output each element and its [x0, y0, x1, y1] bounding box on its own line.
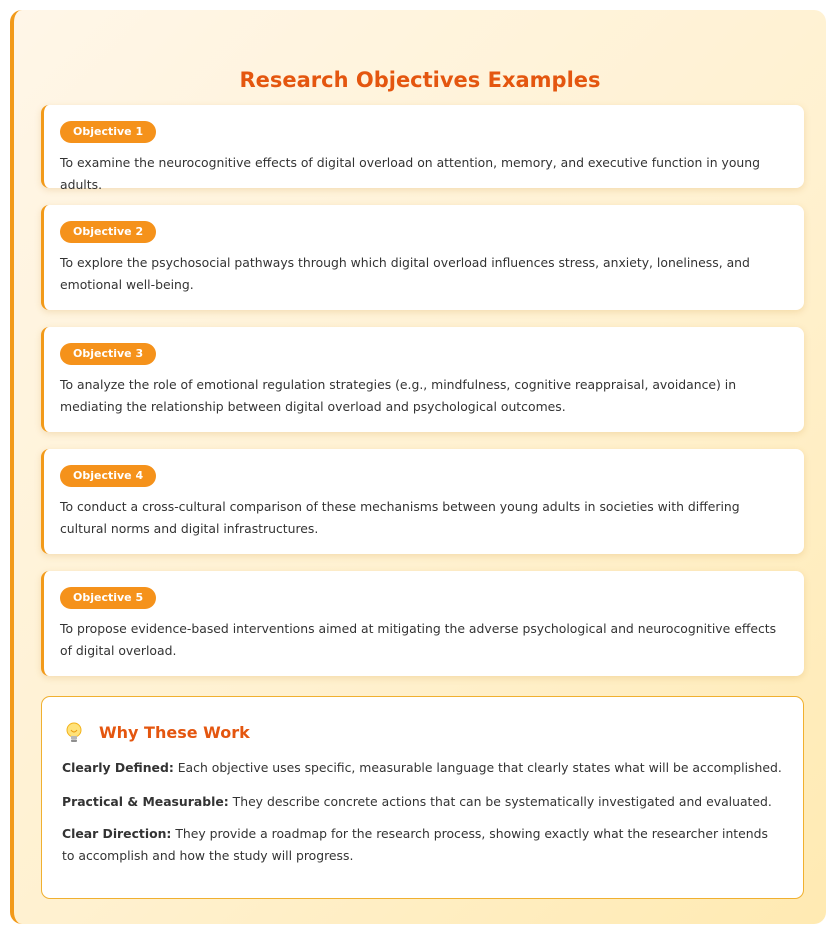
why-item-text: They provide a roadmap for the research process, showing exactly what the researcher intends to accomplish and how the study will progress. [62, 826, 768, 863]
objective-text: To conduct a cross-cultural comparison of these mechanisms between young adults in societies with differing cultural norms and digital infrastructures. [60, 499, 740, 536]
objective-text: To propose evidence-based interventions aimed at mitigating the adverse psychological and neurocognitive effects of digital overload. [60, 621, 777, 658]
objective-badge: Objective 3 [60, 343, 156, 365]
objective-badge: Objective 2 [60, 221, 156, 243]
objective-text: To explore the psychosocial pathways through which digital overload influences stress, anxiety, loneliness, and emotional well-being. [60, 255, 750, 292]
objective-card-1 [41, 105, 804, 192]
why-these-work-box [41, 696, 804, 899]
objective-badge: Objective 5 [60, 587, 156, 609]
lightbulb-icon [64, 721, 84, 745]
objective-text: To analyze the role of emotional regulation strategies (e.g., mindfulness, cognitive reappraisal, avoidance) in mediating the relationship between digital overload and psychological outcomes. [60, 377, 737, 414]
objective-card-5 [41, 571, 804, 676]
objective-card-3 [41, 327, 804, 432]
why-title: Why These Work [99, 723, 250, 742]
page-title: Research Objectives Examples [239, 68, 601, 92]
objective-text: To examine the neurocognitive effects of digital overload on attention, memory, and executive function in young adults. [60, 155, 761, 192]
why-item-clear-direction [62, 823, 783, 867]
objective-card-4 [41, 449, 804, 554]
why-item-clearly-defined [62, 757, 783, 779]
why-item-label: Practical & Measurable: [62, 794, 229, 809]
objective-card-2 [41, 205, 804, 310]
why-item-text: They describe concrete actions that can be systematically investigated and evaluated. [228, 794, 772, 809]
objectives-panel [10, 10, 826, 924]
objective-badge: Objective 1 [60, 121, 156, 143]
why-item-label: Clearly Defined: [62, 760, 174, 775]
why-item-practical [62, 791, 783, 813]
objective-badge: Objective 4 [60, 465, 156, 487]
why-item-label: Clear Direction: [62, 826, 172, 841]
why-item-text: Each objective uses specific, measurable language that clearly states what will be accomplished. [173, 760, 782, 775]
